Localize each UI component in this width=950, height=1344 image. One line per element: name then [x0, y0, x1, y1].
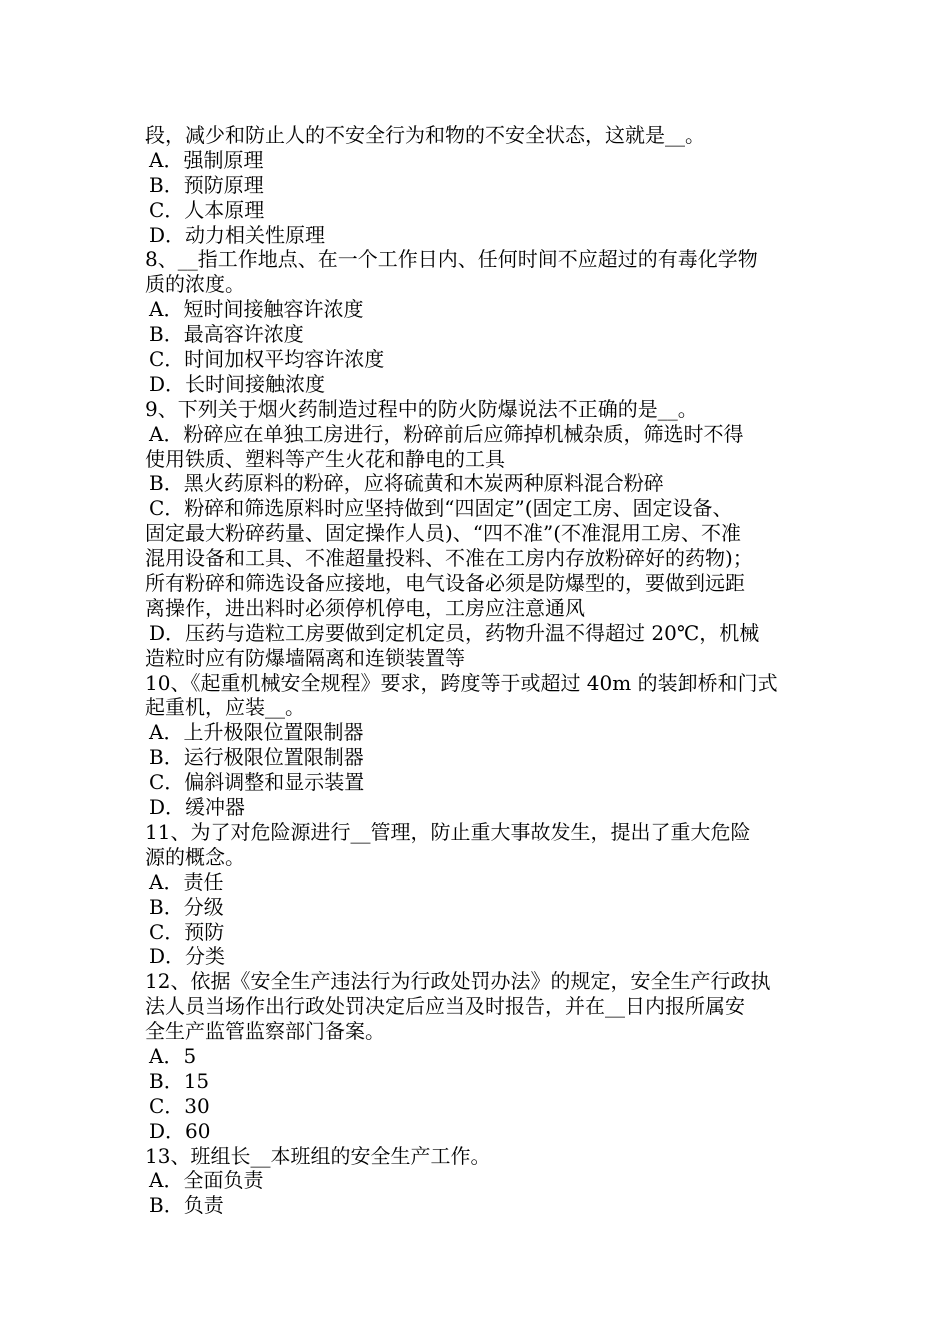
answer-option-line: C．粉碎和筛选原料时应坚持做到“四固定”(固定工房、固定设备、 — [149, 496, 733, 521]
answer-option-line: A．短时间接触容许浓度 — [149, 297, 364, 322]
answer-option-line: B．预防原理 — [149, 172, 264, 197]
answer-option-line: A．全面负责 — [149, 1168, 264, 1193]
question-text-line: 离操作，进出料时必须停机停电，工房应注意通风 — [145, 595, 585, 620]
question-text-line: 全生产监管监察部门备案。 — [145, 1019, 385, 1044]
answer-option-line: D．压药与造粒工房要做到定机定员，药物升温不得超过 20℃，机械 — [149, 620, 760, 645]
question-text-line: 8、__指工作地点、在一个工作日内、任何时间不应超过的有毒化学物 — [145, 247, 758, 272]
question-text-line: 混用设备和工具、不准超量投料、不准在工房内存放粉碎好的药物)； — [145, 546, 753, 571]
question-text-line: 法人员当场作出行政处罚决定后应当及时报告，并在__日内报所属安 — [145, 994, 745, 1019]
answer-option-line: C．预防 — [149, 919, 225, 944]
question-text-line: 11、为了对危险源进行__管理，防止重大事故发生，提出了重大危险 — [145, 819, 751, 844]
answer-option-line: B．黑火药原料的粉碎，应将硫黄和木炭两种原料混合粉碎 — [149, 471, 664, 496]
answer-option-line: C．30 — [149, 1093, 210, 1118]
answer-option-line: B．最高容许浓度 — [149, 322, 304, 347]
question-text-line: 12、依据《安全生产违法行为行政处罚办法》的规定，安全生产行政执 — [145, 969, 771, 994]
question-text-line: 质的浓度。 — [145, 272, 245, 297]
question-text-line: 使用铁质、塑料等产生火花和静电的工具 — [145, 446, 505, 471]
answer-option-line: D．分类 — [149, 944, 226, 969]
answer-option-line: D．缓冲器 — [149, 795, 246, 820]
answer-option-line: D．长时间接触浓度 — [149, 371, 326, 396]
answer-option-line: B．分级 — [149, 894, 224, 919]
question-text-line: 10、《起重机械安全规程》要求，跨度等于或超过 40m 的装卸桥和门式 — [145, 670, 778, 695]
answer-option-line: A．强制原理 — [149, 147, 264, 172]
question-text-line: 段，减少和防止人的不安全行为和物的不安全状态，这就是__。 — [145, 123, 705, 147]
question-text-line: 造粒时应有防爆墙隔离和连锁装置等 — [145, 645, 465, 670]
answer-option-line: A．粉碎应在单独工房进行，粉碎前后应筛掉机械杂质，筛选时不得 — [149, 421, 744, 446]
answer-option-line: A．上升极限位置限制器 — [149, 720, 364, 745]
document-body — [145, 123, 810, 1218]
answer-option-line: D．60 — [149, 1118, 211, 1143]
answer-option-line: A．责任 — [149, 869, 224, 894]
answer-option-line: C．偏斜调整和显示装置 — [149, 770, 365, 795]
answer-option-line: B．负责 — [149, 1193, 224, 1218]
answer-option-line: A．5 — [149, 1043, 197, 1068]
answer-option-line: C．时间加权平均容许浓度 — [149, 347, 385, 372]
answer-option-line: B．运行极限位置限制器 — [149, 745, 364, 770]
answer-option-line: B．15 — [149, 1068, 210, 1093]
question-text-line: 固定最大粉碎药量、固定操作人员)、“四不准”(不准混用工房、不准 — [145, 521, 742, 546]
answer-option-line: C．人本原理 — [149, 197, 265, 222]
question-text-line: 9、下列关于烟火药制造过程中的防火防爆说法不正确的是__。 — [145, 396, 698, 421]
answer-option-line: D．动力相关性原理 — [149, 222, 326, 247]
question-text-line: 起重机，应装__。 — [145, 695, 305, 720]
question-text-line: 源的概念。 — [145, 844, 245, 869]
question-text-line: 所有粉碎和筛选设备应接地，电气设备必须是防爆型的，要做到远距 — [145, 571, 745, 596]
question-text-line: 13、班组长__本班组的安全生产工作。 — [145, 1143, 491, 1168]
